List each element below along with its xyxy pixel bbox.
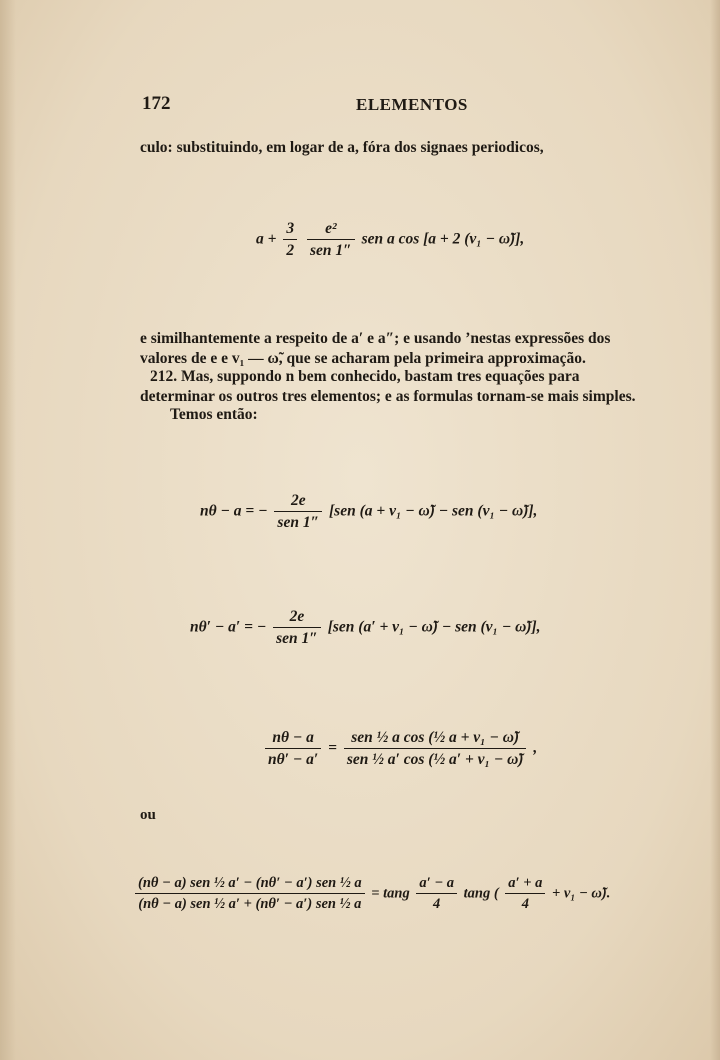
equation-2: [200, 492, 537, 532]
eq3-frac-den: sen 1″: [276, 630, 318, 647]
eq1-coef-den: 2: [286, 242, 295, 259]
eq5-tang: tang (: [463, 885, 499, 902]
page-shadow-right: [710, 0, 720, 1060]
eq5-left-den: (nθ − a) sen ½ a′ + (nθ′ − a′) sen ½ a: [138, 896, 362, 912]
eq3-fraction: [273, 608, 321, 648]
eq4-right-den: sen ½ a′ cos (½ a′ + v₁ − ω̃): [346, 751, 524, 768]
eq4-equals: =: [328, 739, 337, 757]
connector-ou: ou: [140, 807, 156, 823]
eq5-mid-den: 4: [433, 896, 441, 912]
text-line-2: e similhantemente a respeito de a′ e a″; e usando ’nestas expressões dos: [140, 330, 611, 347]
eq2-lhs: nθ − a = −: [200, 502, 268, 520]
eq5-left-fraction: [135, 875, 365, 913]
eq3-tail: [sen (a′ + v₁ − ω̃) − sen (v₁ − ω̃)],: [327, 618, 541, 636]
eq1-fraction: [307, 220, 355, 260]
eq1-frac-den: sen 1″: [309, 242, 352, 259]
page-shadow-left: [0, 0, 16, 1060]
equation-1: [256, 220, 524, 260]
eq4-left-fraction: [265, 729, 321, 769]
eq1-frac-num: e²: [307, 220, 355, 240]
eq2-tail: [sen (a + v₁ − ω̃) − sen (v₁ − ω̃)],: [329, 502, 538, 520]
eq5-tail: + v₁ − ω̃).: [552, 885, 611, 902]
equation-5: [132, 875, 610, 913]
text-line-4: 212. Mas, suppondo n bem conhecido, bastam tres equações para: [150, 368, 580, 385]
equation-3: [190, 608, 541, 648]
eq1-lead: a +: [256, 230, 277, 248]
text-line-5: determinar os outros tres elementos; e as formulas tornam-se mais simples.: [140, 388, 636, 405]
eq3-lhs: nθ′ − a′ = −: [190, 618, 267, 636]
eq3-frac-num: 2e: [273, 608, 321, 628]
eq2-frac-den: sen 1″: [277, 514, 320, 531]
eq4-right-num: sen ½ a cos (½ a + v₁ − ω̃): [344, 729, 527, 749]
eq5-paren-fraction: [505, 875, 545, 913]
equation-4: [262, 729, 537, 769]
eq4-left-num: nθ − a: [265, 729, 321, 749]
eq1-coef: [283, 220, 297, 260]
eq4-right-fraction: [344, 729, 527, 769]
eq2-frac-num: 2e: [274, 492, 322, 512]
eq4-left-den: nθ′ − a′: [268, 751, 319, 768]
page-number: 172: [142, 93, 171, 114]
eq1-tail: sen a cos [a + 2 (v₁ − ω̃)],: [361, 230, 525, 248]
eq5-paren-den: 4: [521, 896, 529, 912]
eq5-paren-num: a′ + a: [505, 875, 545, 894]
eq5-mid-num: a′ − a: [416, 875, 457, 894]
text-line-3: valores de e e v₁ — ω̃, que se acharam pela primeira approximação.: [140, 350, 586, 367]
eq5-left-num: (nθ − a) sen ½ a′ − (nθ′ − a′) sen ½ a: [135, 875, 365, 894]
eq5-mid-fraction: [416, 875, 457, 913]
eq5-mid: = tang: [371, 885, 410, 902]
eq2-fraction: [274, 492, 322, 532]
text-line-6: Temos então:: [170, 406, 258, 423]
text-line-1: culo: substituindo, em logar de a, fóra dos signaes periodicos,: [140, 139, 544, 156]
running-title: ELEMENTOS: [356, 95, 468, 114]
eq4-tail: ,: [533, 739, 538, 757]
eq1-coef-num: 3: [283, 220, 297, 240]
